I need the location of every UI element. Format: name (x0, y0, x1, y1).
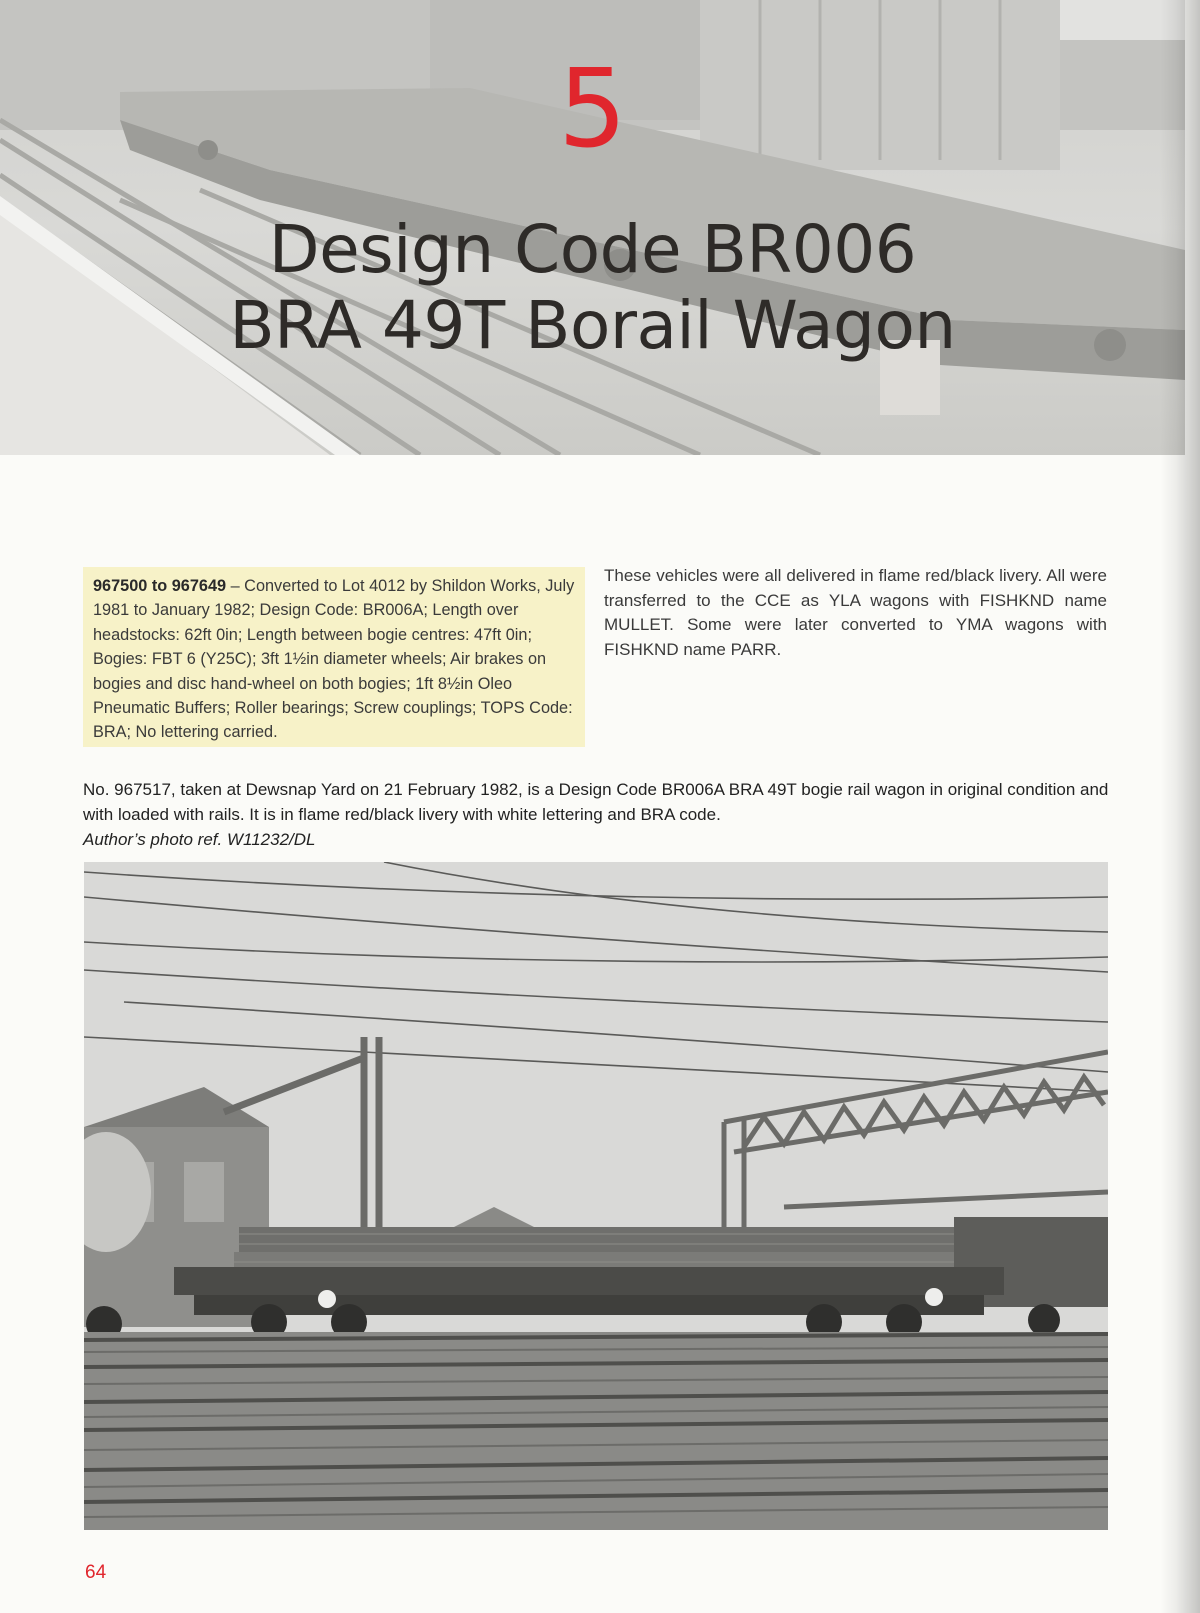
chapter-header-photo (0, 0, 1185, 455)
photo-caption (83, 777, 1113, 852)
chapter-title-line-2: BRA 49T Borail Wagon (229, 287, 956, 364)
chapter-title (0, 212, 1185, 364)
page-number: 64 (85, 1562, 107, 1583)
spec-details: – Converted to Lot 4012 by Shildon Works, July 1981 to January 1982; Design Code: BR006A; Length over headstocks: 62ft 0in; Length between bogie centres: 47ft 0in; Bogies: FBT 6 (Y25C); 3ft 1½in diameter wheels; Air brakes on bogies and disc hand-wheel on both bogies; 1ft 8½in Oleo Pneumatic Buffers; Roller bearings; Screw couplings; TOPS Code: BRA; No lettering carried. (93, 577, 575, 742)
caption-text: No. 967517, taken at Dewsnap Yard on 21 February 1982, is a Design Code BR006A BRA 49T bogie rail wagon in original condition and with loaded with rails. It is in flame red/black livery with white lettering and BRA code. (83, 780, 1109, 824)
specification-box (83, 567, 585, 747)
chapter-title-line-1: Design Code BR006 (268, 211, 917, 288)
photo-credit: Author’s photo ref. W11232/DL (83, 830, 316, 849)
spec-number-range: 967500 to 967649 (93, 577, 227, 595)
chapter-number: 5 (558, 47, 627, 172)
wagon-photo (84, 862, 1108, 1530)
intro-paragraph: These vehicles were all delivered in flame red/black livery. All were transferred to the CCE as YLA wagons with FISHKND name MULLET. Some were later converted to YMA wagons with FISHKND name PARR. (604, 566, 1107, 659)
page-gutter-shadow (1160, 0, 1200, 1613)
wagon-photo-illustration (84, 862, 1108, 1530)
